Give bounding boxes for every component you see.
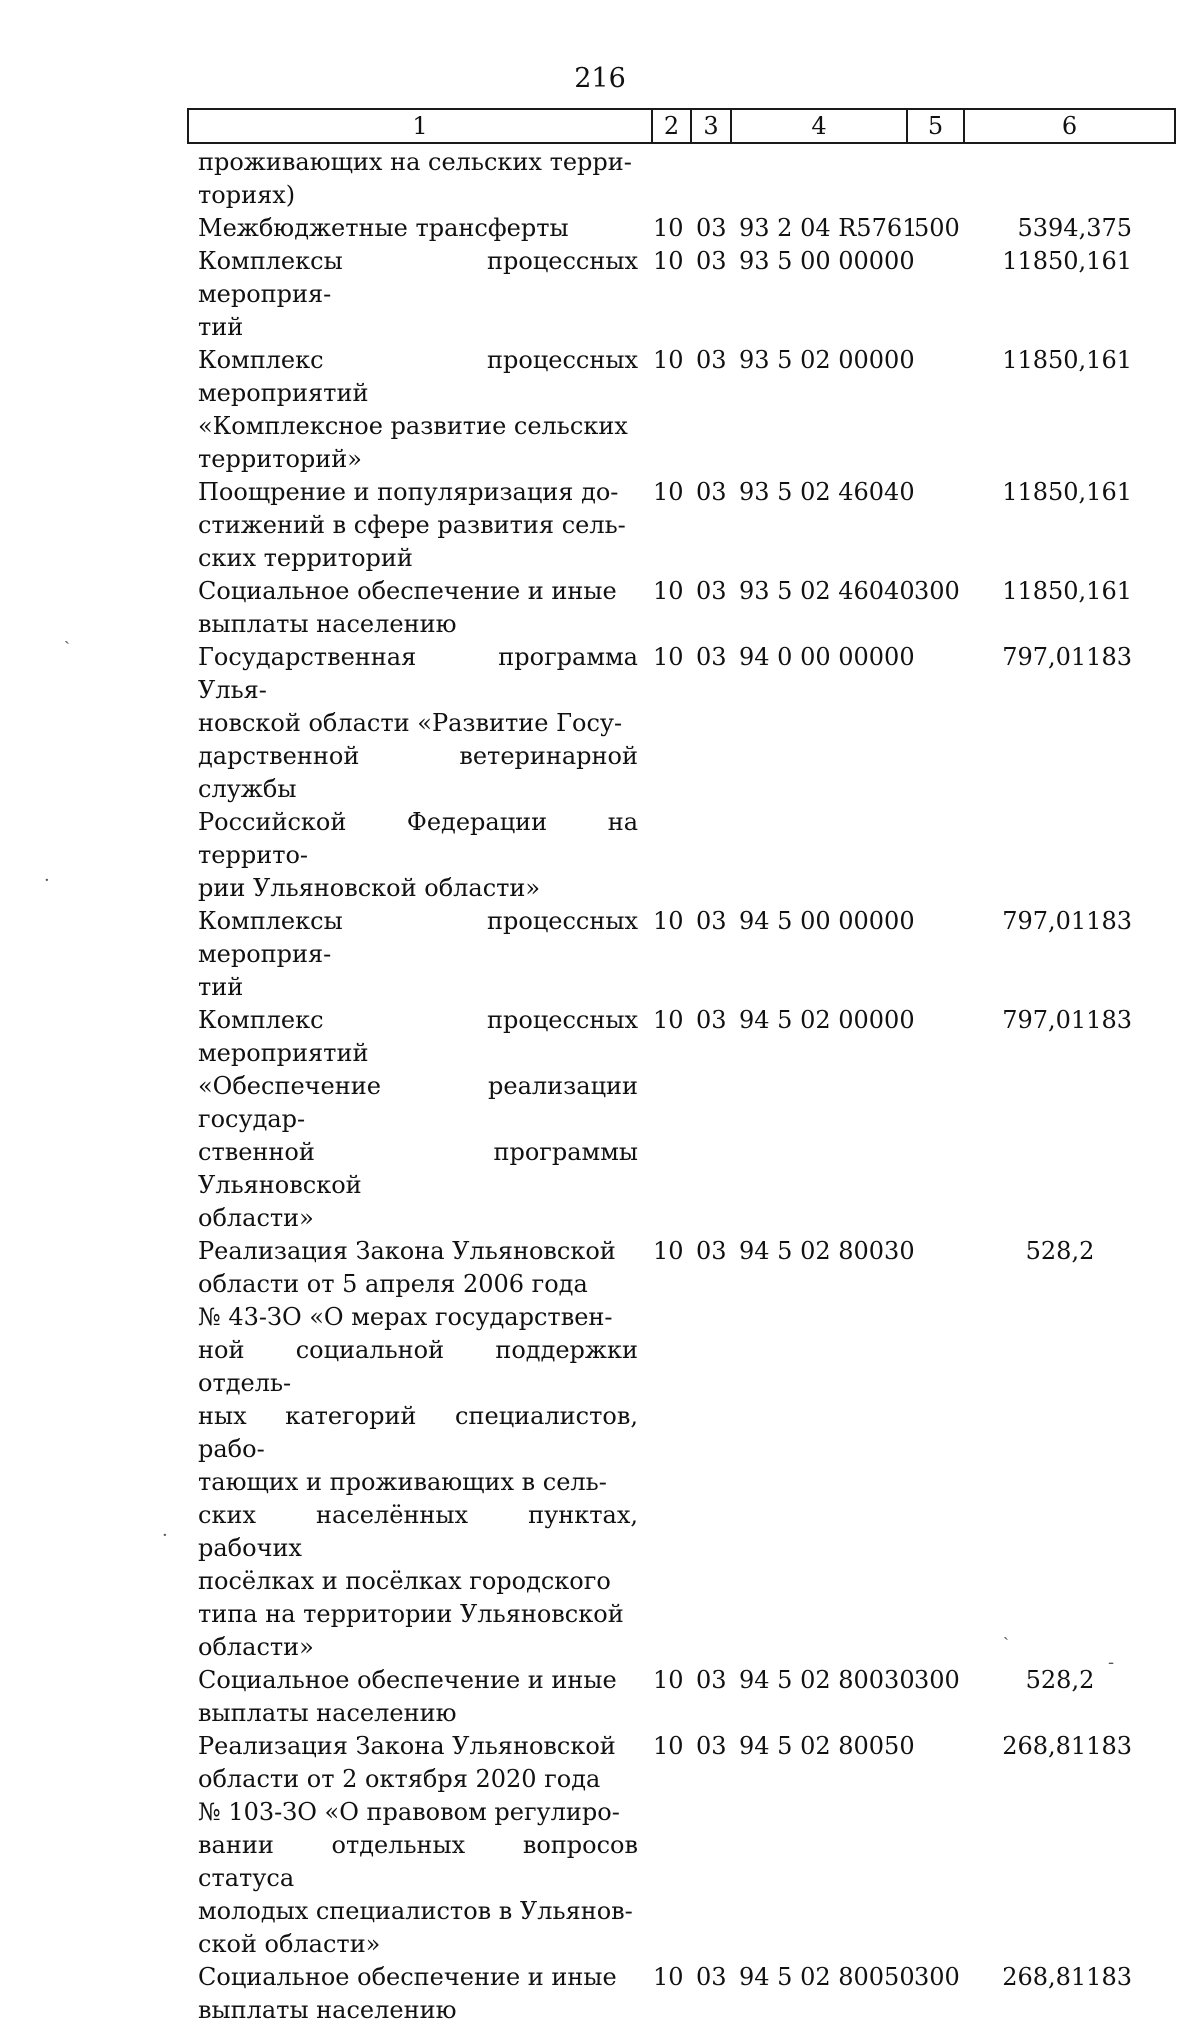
table-row (0, 905, 1200, 1004)
row-target-code: 93 5 02 00000 (739, 346, 915, 374)
row-description: Социальное обеспечение и иные выплаты населению (198, 1963, 617, 2024)
row-target-code: 94 5 02 80050 (739, 1963, 915, 1991)
row-description: Социальное обеспечение и иные выплаты населению (198, 577, 617, 638)
row-amount: 11850,161 (1002, 346, 1132, 374)
table-body (0, 146, 1200, 2027)
header-col-4: 4 (732, 110, 908, 142)
row-subsection: 03 (696, 346, 727, 374)
row-target-code: 94 5 02 00000 (739, 1006, 915, 1034)
row-target-code: 93 5 00 00000 (739, 247, 915, 275)
row-section: 10 (653, 1666, 684, 1694)
header-col-5: 5 (908, 110, 965, 142)
row-amount: 528,2 (1025, 1237, 1095, 1265)
row-target-code: 93 5 02 46040 (739, 577, 915, 605)
row-target-code: 93 2 04 R5761 (739, 214, 918, 242)
row-description: Комплекс процессных мероприятий «Комплексное развитие сельских территорий» (198, 346, 638, 473)
row-subsection: 03 (696, 577, 727, 605)
row-section: 10 (653, 1006, 684, 1034)
row-section: 10 (653, 1237, 684, 1265)
table-row (0, 245, 1200, 344)
row-amount: 11850,161 (1002, 577, 1132, 605)
header-col-2: 2 (653, 110, 692, 142)
row-description: Комплекс процессных мероприятий «Обеспечение реализации государ- ственной программы Ульяновской области» (198, 1006, 638, 1232)
row-section: 10 (653, 643, 684, 671)
row-section: 10 (653, 577, 684, 605)
row-section: 10 (653, 478, 684, 506)
row-expense-type: 300 (914, 1963, 960, 1991)
table-row (0, 1961, 1200, 2027)
table-row (0, 146, 1200, 212)
row-expense-type: 300 (914, 577, 960, 605)
row-section: 10 (653, 247, 684, 275)
row-amount: 528,2 (1025, 1666, 1095, 1694)
row-target-code: 94 5 02 80030 (739, 1237, 915, 1265)
header-col-3: 3 (692, 110, 732, 142)
row-description: Комплексы процессных мероприя- тий (198, 907, 638, 1001)
row-subsection: 03 (696, 247, 727, 275)
row-amount: 797,01183 (1002, 1006, 1132, 1034)
scan-speck: ˏ (64, 624, 70, 645)
row-amount: 11850,161 (1002, 247, 1132, 275)
table-row (0, 1004, 1200, 1235)
row-subsection: 03 (696, 907, 727, 935)
row-section: 10 (653, 1732, 684, 1760)
page-number: 216 (574, 63, 626, 94)
row-amount: 797,01183 (1002, 643, 1132, 671)
row-subsection: 03 (696, 1006, 727, 1034)
scan-speck: · (44, 870, 50, 891)
table-row (0, 476, 1200, 575)
row-amount: 11850,161 (1002, 478, 1132, 506)
row-subsection: 03 (696, 1666, 727, 1694)
header-col-1: 1 (189, 110, 653, 142)
row-description: Социальное обеспечение и иные выплаты населению (198, 1666, 617, 1727)
row-expense-type: 300 (914, 1666, 960, 1694)
row-target-code: 94 0 00 00000 (739, 643, 915, 671)
row-description: Межбюджетные трансферты (198, 214, 569, 242)
row-target-code: 94 5 00 00000 (739, 907, 915, 935)
table-row (0, 641, 1200, 905)
row-amount: 797,01183 (1002, 907, 1132, 935)
row-description: Комплексы процессных мероприя- тий (198, 247, 638, 341)
row-section: 10 (653, 346, 684, 374)
row-target-code: 93 5 02 46040 (739, 478, 915, 506)
row-subsection: 03 (696, 214, 727, 242)
row-subsection: 03 (696, 1237, 727, 1265)
table-row (0, 575, 1200, 641)
scan-speck: - (1108, 1652, 1115, 1673)
row-description: Реализация Закона Ульяновской области от 2 октября 2020 года № 103-ЗО «О правовом регулиро- вании отдельных вопросов статуса молодых специалистов в Ульянов- ской области» (198, 1732, 638, 1958)
scan-speck: ˏ (1003, 1620, 1009, 1641)
table-row (0, 1730, 1200, 1961)
row-amount: 5394,375 (1017, 214, 1132, 242)
row-description: Государственная программа Улья- новской области «Развитие Госу- дарственной ветеринарной службы Российской Федерации на террито- рии Ульяновской области» (198, 643, 638, 902)
row-section: 10 (653, 907, 684, 935)
table-header (187, 108, 1176, 144)
row-subsection: 03 (696, 643, 727, 671)
row-description: Реализация Закона Ульяновской области от 5 апреля 2006 года № 43-ЗО «О мерах государствен- ной социальной поддержки отдель- ных категорий специалистов, рабо- тающих и проживающих в сель- ских населённых пунктах, рабочих посёлках и посёлках городского типа на территории Ульяновской области» (198, 1237, 638, 1661)
row-section: 10 (653, 1963, 684, 1991)
row-target-code: 94 5 02 80030 (739, 1666, 915, 1694)
row-target-code: 94 5 02 80050 (739, 1732, 915, 1760)
row-amount: 268,81183 (1002, 1963, 1132, 1991)
row-description: проживающих на сельских терри- ториях) (198, 148, 632, 209)
table-row (0, 1235, 1200, 1664)
row-subsection: 03 (696, 1963, 727, 1991)
row-description: Поощрение и популяризация до- стижений в сфере развития сель- ских территорий (198, 478, 626, 572)
table-row (0, 212, 1200, 245)
row-section: 10 (653, 214, 684, 242)
row-subsection: 03 (696, 1732, 727, 1760)
scan-speck: · (162, 1525, 168, 1546)
row-subsection: 03 (696, 478, 727, 506)
row-expense-type: 500 (914, 214, 960, 242)
header-col-6: 6 (1061, 112, 1078, 140)
row-amount: 268,81183 (1002, 1732, 1132, 1760)
table-row (0, 1664, 1200, 1730)
table-row (0, 344, 1200, 476)
